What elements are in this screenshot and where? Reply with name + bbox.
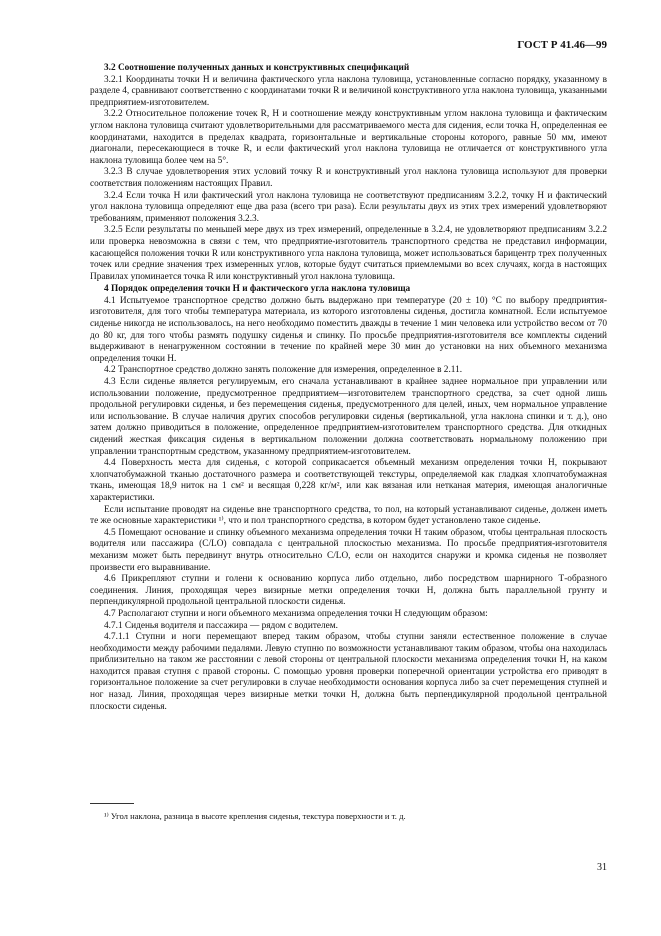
paragraph: Если испытание проводят на сиденье вне транспортного средства, то пол, на который устанавливают сиденье, должен иметь те же основные характеристики ¹⁾, что и пол транспортного средства, в котором будет установлено такое сиденье. xyxy=(90,504,607,527)
paragraph: 3.2.4 Если точка Н или фактический угол наклона туловища не соответствуют предписаниям 3.2.2, точку Н и фактический угол наклона туловища определяют еще два раза (всего три раза). Если результаты двух из этих трех измерений удовлетворяют требованиям, применяют положения 3.2.3. xyxy=(90,190,607,224)
paragraph: 3.2.2 Относительное положение точек R, Н и соотношение между конструктивным углом наклона туловища и фактическим углом наклона туловища считают удовлетворительными для рассматриваемого места для сидения, если точка Н, определенная ее координатами, находится в пределах квадрата, горизонтальные и вертикальные стороны которого, равные 50 мм, имеют диагонали, пересекающиеся в точке R, и если фактический угол наклона туловища не отличается от конструктивного угла наклона туловища более чем на 5°. xyxy=(90,109,607,166)
paragraph: 4.4 Поверхность места для сиденья, с которой соприкасается объемный механизм определения точки Н, покрывают хлопчатобумажной тканью достаточного размера и соответствующей текстуры, определяемой как гладкая хлопчатобумажная ткань, имеющая 18,9 ниток на 1 см² и весящая 0,228 кг/м², или как вязаная или нетканая материя, имеющая аналогичные характеристики. xyxy=(90,458,607,503)
paragraph: 3.2.1 Координаты точки Н и величина фактического угла наклона туловища, установленные согласно порядку, указанному в разделе 4, сравнивают соответственно с координатами точки R и величиной конструктивного угла наклона туловища, указанными предприятием-изготовителем. xyxy=(90,74,607,108)
footnote-divider xyxy=(90,803,134,804)
paragraph: 4.5 Помещают основание и спинку объемного механизма определения точки Н таким образом, чтобы центральная плоскость водителя или пассажира (C/LO) совпадала с центральной плоскостью механизма. По просьбе предприятия-изготовителя механизм может быть передвинут внутрь относительно C/LO, если он находится снаружи и кромка сиденья не позволяет произвести его выравнивание. xyxy=(90,527,607,573)
paragraph: 4.1 Испытуемое транспортное средство должно быть выдержано при температуре (20 ± 10) °С по выбору предприятия-изготовителя, для того чтобы температура материала, из которого изготовлены сиденья, достигла комнатной. Если испытуемое сиденье никогда не использовалось, на него необходимо поместить дважды в течение 1 мин человека или устройство весом от 70 до 80 кг, для того чтобы размять подушку сиденья и спинку. По просьбе предприятия-изготовителя все комплекты сидений выдерживают в ненагруженном состоянии в течение по крайней мере 30 мин до установки на них объемного механизма определения точки Н. xyxy=(90,295,607,364)
footnote: ¹⁾ Угол наклона, разница в высоте крепления сиденья, текстура поверхности и т. д. xyxy=(104,811,406,821)
paragraph: 4.7.1 Сиденья водителя и пассажира — рядом с водителем. xyxy=(104,620,338,631)
paragraph: 4.7 Располагают ступни и ноги объемного механизма определения точки Н следующим образом: xyxy=(104,608,488,619)
standard-header: ГОСТ Р 41.46—99 xyxy=(517,39,607,51)
section-heading: 3.2 Соотношение полученных данных и конструктивных спецификаций xyxy=(104,63,410,73)
paragraph: 3.2.5 Если результаты по меньшей мере двух из трех измерений, определенные в 3.2.4, не удовлетворяют предписаниям 3.2.2 или проверка невозможна в связи с тем, что предприятие-изготовитель транспортного средства не представил информации, касающейся положения точки R или конструктивного угла наклона туловища, может использоваться барицентр трех полученных точек или средние значения трех измеренных углов, которые будут считаться приемлемыми во всех случаях, когда в настоящих Правилах упоминается точка R или конструктивный угол наклона туловища. xyxy=(90,225,607,282)
paragraph: 4.7.1.1 Ступни и ноги перемещают вперед таким образом, чтобы ступни заняли естественное положение в случае необходимости между рабочими педалями. Левую ступню по возможности устанавливают таким образом, чтобы она находилась приблизительно на таком же расстоянии с левой стороны от центральной плоскости механизма определения точки Н, на каком находится правая ступня с правой стороны. С помощью уровня проверки поперечной ориентации устройства его приводят в горизонтальное положение за счет регулировки в случае необходимости основания корпуса либо за счет перемещения ступней и ног назад. Линия, проходящая через визирные метки точки Н, должна быть перпендикулярной продольной центральной плоскости сиденья. xyxy=(90,632,607,712)
paragraph: 4.6 Прикрепляют ступни и голени к основанию корпуса либо отдельно, либо посредством шарнирного Т-образного соединения. Линия, проходящая через визирные метки определения точки Н, должна быть параллельной грунту и перпендикулярной продольной центральной плоскости сиденья. xyxy=(90,574,607,608)
page-number: 31 xyxy=(597,862,607,873)
paragraph: 3.2.3 В случае удовлетворения этих условий точку R и конструктивный угол наклона туловища используют для проверки соответствия положениям настоящих Правил. xyxy=(90,167,607,189)
body-text xyxy=(90,63,607,713)
section-heading: 4 Порядок определения точки Н и фактического угла наклона туловища xyxy=(104,284,411,295)
paragraph: 4.3 Если сиденье является регулируемым, его сначала устанавливают в крайнее заднее нормальное при управлении или использовании положение, предусмотренное предприятием—изготовителем транспортного средства, за счет одной лишь продольной регулировки сиденья, и без перемещения сиденья, предусмотренного для целей, иных, чем нормальное управление или использование. В случае наличия других способов регулировки сиденья (вертикальной, угла наклона спинки и т. д.), оно затем должно приводиться в положение, определенное предприятием-изготовителем транспортного средства. Для откидных сидений жесткая фиксация сиденья в вертикальном положении должна соответствовать нормальному положению при управлении транспортным средством, указанному предприятием-изготовителем. xyxy=(90,377,607,457)
paragraph: 4.2 Транспортное средство должно занять положение для измерения, определенное в 2.11. xyxy=(104,365,463,376)
